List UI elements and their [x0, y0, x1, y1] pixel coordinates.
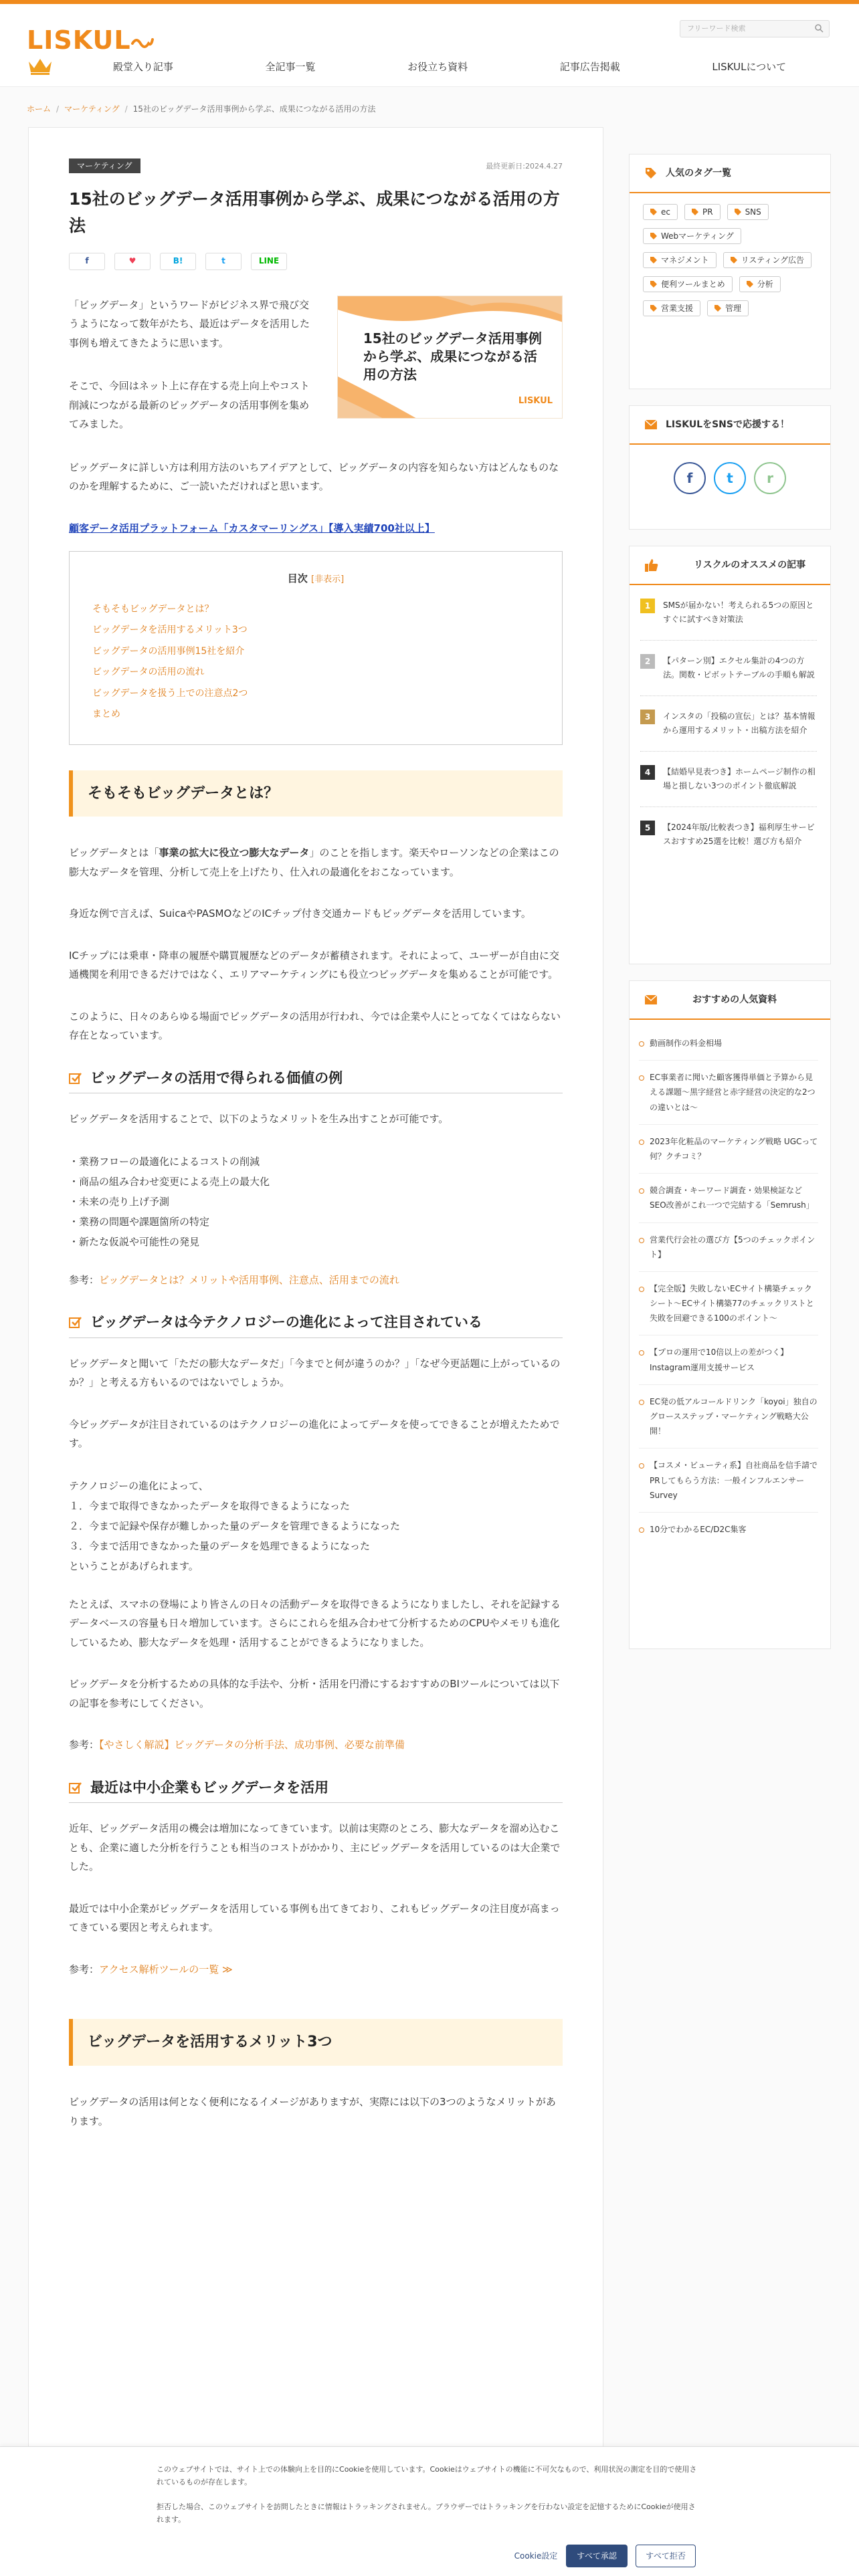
body-paragraph: ビッグデータを活用することで、以下のようなメリットを生み出すことが可能です。	[69, 1113, 449, 1125]
download-item[interactable]: 【コスメ・ビューティ系】自社商品を信手請でPRしてもらう方法：一般インフルエンサーSurvey	[639, 1448, 818, 1513]
cookie-text: 拒否した場合、このウェブサイトを訪問したときに情報はトラッキングされません。ブラウザーではトラッキングを行わない設定を記憶するためにCookieが使用されます。	[157, 2502, 696, 2525]
download-item[interactable]: EC事業者に聞いた顧客獲得単価と予算から見える課題〜黒字経営と赤字経営の決定的な2つの違いとは〜	[639, 1061, 818, 1125]
search-icon[interactable]	[814, 23, 824, 33]
body-paragraph: 近年、ビッグデータ活用の機会は増加になってきています。以前は実際のところ、膨大なデータを溜め込むことも、企業に適した分析を行うことも相当のコストがかかり、主にビッグデータを活用しているのは大企業でした。	[69, 1822, 561, 1873]
toc-item[interactable]: ビッグデータを活用するメリット3つ	[92, 625, 248, 636]
eyecatch-title: 15社のビッグデータ活用事例から学ぶ、成果につながる活用の方法	[363, 330, 542, 383]
share-twitter-button[interactable]: t	[205, 253, 242, 270]
global-nav	[67, 58, 832, 77]
sidebar-downloads	[629, 980, 831, 1649]
list-item: ３．今まで活用できなかった量のデータを処理できるようになった	[69, 1539, 371, 1552]
rank-badge: 3	[640, 710, 655, 724]
benefit-list	[69, 1152, 563, 1252]
checkbox-icon	[69, 1315, 82, 1329]
share-hatena-button[interactable]: B!	[160, 253, 196, 270]
toc-item[interactable]: ビッグデータの活用の流れ	[92, 667, 205, 678]
reference-line: 参考：ビッグデータとは？メリットや活用事例、注意点、活用までの流れ	[69, 1273, 399, 1286]
nav-resources[interactable]: お役立ち資料	[407, 61, 468, 73]
toc-item[interactable]: ビッグデータを扱う上での注意点2つ	[92, 687, 248, 699]
crown-icon	[27, 56, 54, 76]
tag-link[interactable]: Webマーケティング	[643, 228, 741, 244]
download-item[interactable]: 営業代行会社の選び方【5つのチェックポイント】	[639, 1223, 818, 1272]
tag-link[interactable]: ec	[643, 204, 678, 220]
accept-all-button[interactable]: すべて承認	[566, 2545, 628, 2567]
logo-wave-icon	[131, 35, 154, 49]
list-item: ２．今まで記録や保存が難しかった量のデータを管理できるようになった	[69, 1519, 401, 1532]
download-item[interactable]: 【プロの運用で10倍以上の差がつく】Instagram運用支援サービス	[639, 1335, 818, 1384]
breadcrumb-current: 15社のビッグデータ活用事例から学ぶ、成果につながる活用の方法	[132, 104, 376, 114]
list-outro: ということがあげられます。	[69, 1560, 199, 1572]
recommended-article[interactable]: 3 インスタの「投稿の宣伝」とは？基本情報から運用するメリット・出稿方法を紹介	[640, 696, 817, 752]
download-item[interactable]: 競合調査・キーワード調査・効果検証などSEO改善がこれ一つで完結する「Semrush」	[639, 1174, 818, 1222]
download-item[interactable]: 2023年化粧品のマーケティング戦略 UGCって何？クチコミ？	[639, 1125, 818, 1174]
eyecatch-image	[337, 296, 563, 419]
body-paragraph: たとえば、スマホの登場により皆さんの日々の活動データを取得できるようになりましたし、それを記録するデータベースの容量も日々増加しています。さらにこれらを組み合わせて分析するためのCPUやメモリも進化しているため、膨大なデータを処理・活用することができるようになりました。	[69, 1598, 561, 1648]
body-paragraph: 今ビッグデータが注目されているのはテクノロジーの進化によってデータを使ってできることが増えたためです。	[69, 1418, 560, 1450]
nav-about[interactable]: LISKULについて	[712, 61, 787, 73]
sidebar-tags	[629, 154, 831, 389]
reject-all-button[interactable]: すべて拒否	[636, 2545, 696, 2567]
tag-link[interactable]: 管理	[707, 300, 749, 316]
share-buttons	[69, 253, 563, 270]
toc-title: 目次	[287, 572, 308, 584]
list-item: ・商品の組み合わせ変更による売上の最大化	[69, 1175, 270, 1188]
updated-date: 最終更新日:2024.4.27	[486, 162, 563, 171]
recommended-article[interactable]: 2 【パターン別】エクセル集計の4つの方法。関数・ピボットテーブルの手順も解説	[640, 641, 817, 696]
download-item[interactable]: 【完全版】失敗しないECサイト構築チェックシート〜ECサイト構築77のチェックリストと失敗を回避できる100のポイント〜	[639, 1272, 818, 1336]
tag-link[interactable]: 便利ツールまとめ	[643, 276, 733, 292]
thumbs-up-icon	[644, 558, 659, 572]
body-paragraph: ビッグデータの活用は何となく便利になるイメージがありますが、実際には以下の3つのようなメリットがあります。	[69, 2096, 556, 2127]
body-paragraph: このように、日々のあらゆる場面でビッグデータの活用が行われ、今では企業や人にとってなくてはならない存在となっています。	[69, 1010, 561, 1042]
body-paragraph: ビッグデータを分析するための具体的な手法や、分析・活用を円滑にするおすすめのBIツールについては以下の記事を参考にしてください。	[69, 1678, 560, 1709]
article-main	[28, 127, 603, 2575]
mail-icon	[644, 994, 658, 1005]
section-heading: そもそもビッグデータとは？	[69, 770, 563, 817]
sidebar-heading: 人気のタグ一覧	[630, 154, 830, 193]
rank-badge: 2	[640, 654, 655, 669]
technology-list	[69, 1476, 563, 1576]
body-paragraph: ビッグデータと聞いて「ただの膨大なデータだ」「今までと何が違うのか？」「なぜ今更話題に上がっているのか？」と考える方もいるのではないでしょうか。	[69, 1357, 561, 1389]
recommended-article[interactable]: 1 SMSが届かない！考えられる5つの原因とすぐに試すべき対策法	[640, 585, 817, 641]
category-badge[interactable]: マーケティング	[69, 158, 140, 173]
checkbox-icon	[69, 1781, 82, 1794]
download-item[interactable]: 動画制作の料金相場	[639, 1027, 818, 1061]
sidebar-heading: おすすめの人気資料	[630, 981, 830, 1020]
sidebar-sns	[629, 405, 831, 530]
intro-block	[69, 296, 563, 458]
breadcrumb: ホーム / マーケティング / 15社のビッグデータ活用事例から学ぶ、成果につながる活用の方法	[27, 104, 376, 114]
body-paragraph: 最近では中小企業がビッグデータを活用している事例も出てきており、これもビッグデータの注目度が高まってきている要因と考えられます。	[69, 1902, 560, 1934]
site-header	[0, 4, 859, 87]
sidebar-heading: リスクルのオススメの記事	[630, 546, 830, 585]
share-line-button[interactable]: LINE	[251, 253, 287, 270]
nav-all-articles[interactable]: 全記事一覧	[265, 61, 316, 73]
reference-link[interactable]: ビッグデータとは？メリットや活用事例、注意点、活用までの流れ	[99, 1273, 399, 1286]
recommended-article[interactable]: 4 【結婚早見表つき】ホームページ制作の相場と損しない3つのポイント徹底解説	[640, 752, 817, 807]
list-intro: テクノロジーの進化によって、	[69, 1479, 209, 1492]
subsection-heading: ビッグデータは今テクノロジーの進化によって注目されている	[69, 1312, 563, 1338]
tag-link[interactable]: 営業支援	[643, 300, 700, 316]
share-facebook-button[interactable]: f	[69, 253, 105, 270]
checkbox-icon	[69, 1071, 82, 1085]
subsection-heading: 最近は中小企業もビッグデータを活用	[69, 1778, 563, 1804]
reference-line: 参考：アクセス解析ツールの一覧 ≫	[69, 1963, 233, 1975]
list-item: ・業務フローの最適化によるコストの削減	[69, 1155, 260, 1168]
rss-follow-icon[interactable]: r	[754, 462, 786, 494]
nav-hall-of-fame[interactable]: 殿堂入り記事	[112, 61, 173, 73]
toc-item[interactable]: ビッグデータの活用事例15社を紹介	[92, 645, 245, 657]
toc-toggle[interactable]: [非表示]	[311, 574, 345, 584]
tag-link[interactable]: リスティング広告	[723, 252, 812, 268]
body-paragraph: 身近な例で言えば、SuicaやPASMOなどのICチップ付き交通カードもビッグデータを活用しています。	[69, 907, 531, 920]
rank-badge: 4	[640, 765, 655, 780]
reference-link[interactable]: アクセス解析ツールの一覧 ≫	[99, 1963, 233, 1975]
tag-link[interactable]: 分析	[739, 276, 781, 292]
rank-badge: 1	[640, 599, 655, 613]
twitter-follow-icon[interactable]: t	[714, 462, 746, 494]
promo-link[interactable]: 顧客データ活用プラットフォーム「カスタマーリングス」【導入実績700社以上】	[69, 522, 435, 534]
reference-line: 参考：【やさしく解説】ビッグデータの分析手法、成功事例、必要な前準備	[69, 1739, 405, 1751]
sidebar-recommended	[629, 546, 831, 964]
breadcrumb-home[interactable]: ホーム	[27, 104, 52, 114]
subsection-heading: ビッグデータの活用で得られる価値の例	[69, 1068, 563, 1094]
cookie-banner	[0, 2446, 859, 2576]
tag-link[interactable]: SNS	[727, 204, 769, 220]
body-paragraph: ICチップには乗車・降車の履歴や購買履歴などのデータが蓄積されます。それによって、ユーザーが自由に交通機関を利用できるだけではなく、エリアマーケティングにも役立つビッグデータを集めることが可能です。	[69, 949, 559, 981]
intro-paragraph: そこで、今回はネット上に存在する売上向上やコスト削減につながる最新のビッグデータの活用事例を集めてみました。	[69, 380, 310, 430]
breadcrumb-category[interactable]: マーケティング	[64, 104, 120, 114]
intro-paragraph: 「ビッグデータ」というワードがビジネス界で飛び交うようになって数年がたち、最近はデータを活用した事例も増えてきたように思います。	[69, 298, 310, 349]
section-heading: ビッグデータを活用するメリット3つ	[69, 2019, 563, 2066]
lead-paragraph: ビッグデータに詳しい方は利用方法のいちアイデアとして、ビッグデータの内容を知らない方はどんなものなのかを理解するために、ご一読いただければと思います。	[69, 461, 559, 492]
toc-item[interactable]: そもそもビッグデータとは？	[92, 603, 214, 615]
sidebar-heading: LISKULをSNSで応援する！	[630, 406, 830, 445]
eyecatch-logo: LISKUL	[518, 395, 553, 406]
list-item: １．今まで取得できなかったデータを取得できるようになった	[69, 1499, 351, 1512]
body-paragraph: ビッグデータとは「事業の拡大に役立つ膨大なデータ」のことを指します。楽天やローソンなどの企業はこの膨大なデータを管理、分析して売上を上げたり、仕入れの最適化をおこなっています。	[69, 847, 559, 878]
table-of-contents	[69, 551, 563, 745]
cookie-text: このウェブサイトでは、サイト上での体験向上を目的にCookieを使用しています。Cookieはウェブサイトの機能に不可欠なもので、利用状況の測定を目的で使用されているものが存在します。	[157, 2465, 697, 2487]
download-item[interactable]: 10分でわかるEC/D2C集客	[639, 1513, 818, 1546]
share-pocket-button[interactable]: ♥	[114, 253, 151, 270]
toc-item[interactable]: まとめ	[92, 709, 120, 720]
rank-badge: 5	[640, 821, 655, 835]
tag-icon	[644, 167, 658, 180]
reference-link[interactable]: 【やさしく解説】ビッグデータの分析手法、成功事例、必要な前準備	[99, 1739, 405, 1751]
cookie-settings-button[interactable]: Cookie設定	[514, 2551, 558, 2561]
list-item: ・新たな仮説や可能性の発見	[69, 1235, 200, 1248]
search-input[interactable]: フリーワード検索	[680, 20, 830, 37]
list-item: ・未来の売り上げ予測	[69, 1195, 170, 1208]
recommended-article[interactable]: 5 【2024年版/比較表つき】福利厚生サービスおすすめ25選を比較！選び方も紹介	[640, 807, 817, 862]
facebook-follow-icon[interactable]: f	[674, 462, 706, 494]
list-item: ・業務の問題や課題箇所の特定	[69, 1215, 210, 1228]
nav-advertising[interactable]: 記事広告掲載	[559, 61, 620, 73]
article-title: 15社のビッグデータ活用事例から学ぶ、成果につながる活用の方法	[69, 189, 560, 235]
mail-icon	[644, 419, 658, 430]
download-item[interactable]: EC発の低アルコールドリンク「koyoi」独自のグロースステップ・マーケティング戦略大公開！	[639, 1385, 818, 1449]
site-logo[interactable]: LISKUL	[27, 16, 154, 64]
tag-link[interactable]: PR	[684, 204, 721, 220]
tag-link[interactable]: マネジメント	[643, 252, 717, 268]
